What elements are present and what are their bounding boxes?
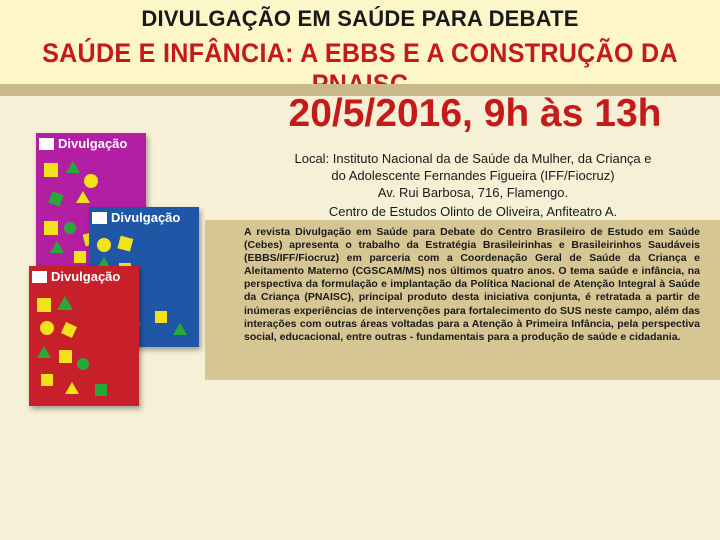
header-banner bbox=[0, 0, 720, 84]
location-line-1: Local: Instituto Nacional da de Saúde da Mulher, da Criança e bbox=[294, 151, 652, 166]
location-line-4: Centro de Estudos Olinto de Oliveira, Anfiteatro A. bbox=[328, 204, 618, 219]
cover-title: Divulgação bbox=[58, 136, 128, 151]
cover-title: Divulgação bbox=[51, 269, 121, 284]
cover-3-artwork bbox=[29, 266, 139, 406]
cebes-logo-icon bbox=[39, 138, 54, 150]
cebes-logo-icon bbox=[92, 212, 107, 224]
location-line-2: do Adolescente Fernandes Figueira (IFF/Fiocruz) bbox=[331, 168, 615, 183]
magazine-cover-3 bbox=[29, 266, 139, 406]
cover-title: Divulgação bbox=[111, 210, 181, 225]
description-text: A revista Divulgação em Saúde para Debate do Centro Brasileiro de Estudo em Saúde (Cebes) apresenta o trabalho da Estratégia Brasileirinhas e Brasileirinhos Saudáveis (EBBS/IFF/Fiocruz) em parceria com a Coordenação Geral de Saúde da Criança e Aleitamento Materno (CGSCAM/MS) nos últimos quatro anos. O tema saúde e infância, na perspectiva da formulação e implantação da Política Nacional de Atenção Integral à Saúde da Criança (PNAISC), principal produto desta iniciativa conjunta, é retratada a partir de inúmeras experiências de intervenções para fortalecimento do SUS neste campo, além das interações com outras áreas voltadas para a Atenção à Primeira Infância, pela perspectiva social, educacional, entre outras - fundamentais para a produção de saúde e cidadania. bbox=[244, 226, 700, 343]
event-date: 20/5/2016, 9h às 13h bbox=[288, 92, 662, 135]
cebes-logo-icon bbox=[32, 271, 47, 283]
location-line-3: Av. Rui Barbosa, 716, Flamengo. bbox=[377, 185, 569, 200]
event-title: SAÚDE E INFÂNCIA: A EBBS E A CONSTRUÇÃO DA bbox=[42, 38, 678, 68]
series-title: DIVULGAÇÃO EM SAÚDE PARA DEBATE bbox=[141, 6, 579, 31]
